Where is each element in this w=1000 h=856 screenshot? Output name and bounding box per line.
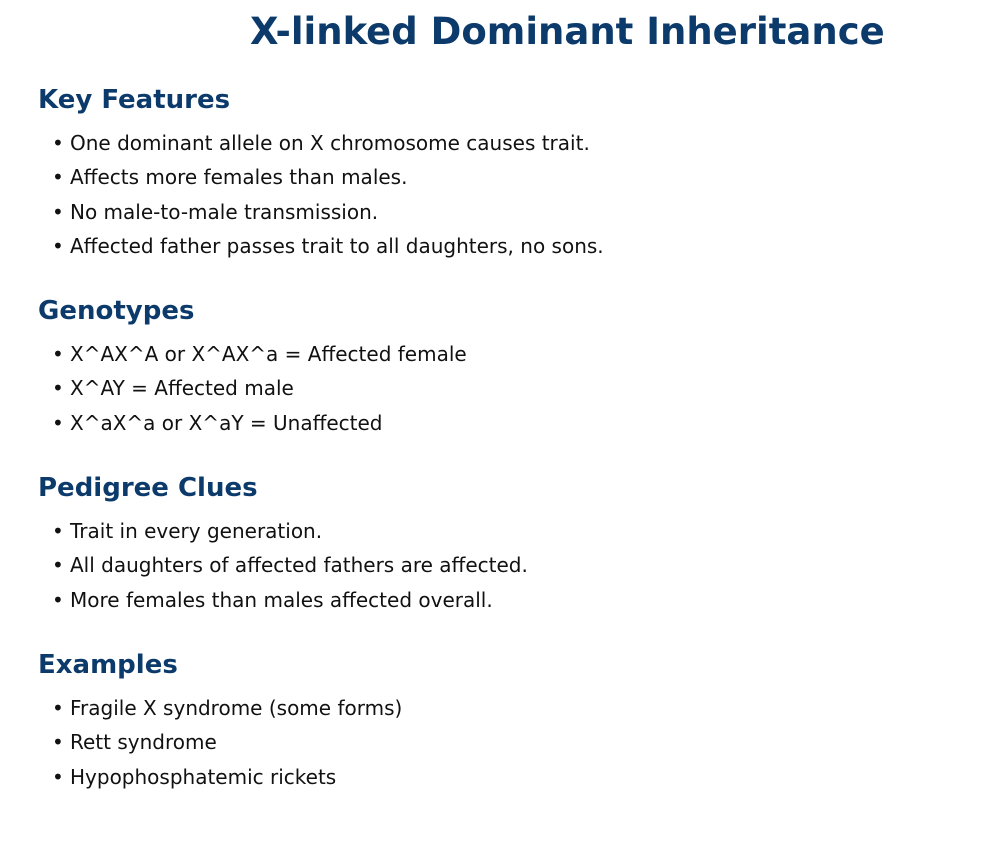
section-heading: Pedigree Clues bbox=[38, 473, 258, 504]
bullet-list bbox=[38, 337, 978, 440]
section-pedigree-clues bbox=[38, 468, 978, 617]
section-examples bbox=[38, 645, 978, 794]
bullet-list bbox=[38, 514, 978, 617]
list-item: • All daughters of affected fathers are affected. bbox=[52, 548, 978, 582]
list-item: • Fragile X syndrome (some forms) bbox=[52, 691, 978, 725]
list-item: • X^aX^a or X^aY = Unaffected bbox=[52, 406, 978, 440]
list-item: • Trait in every generation. bbox=[52, 514, 978, 548]
list-item: • Hypophosphatemic rickets bbox=[52, 760, 978, 794]
section-key-features bbox=[38, 80, 978, 263]
bullet-list bbox=[38, 126, 978, 263]
list-item: • Affects more females than males. bbox=[52, 160, 978, 194]
list-item: • One dominant allele on X chromosome causes trait. bbox=[52, 126, 978, 160]
list-item: • More females than males affected overall. bbox=[52, 583, 978, 617]
list-item: • X^AY = Affected male bbox=[52, 371, 978, 405]
section-genotypes bbox=[38, 291, 978, 440]
list-item: • X^AX^A or X^AX^a = Affected female bbox=[52, 337, 978, 371]
list-item: • No male-to-male transmission. bbox=[52, 195, 978, 229]
section-heading: Examples bbox=[38, 649, 178, 680]
bullet-list bbox=[38, 691, 978, 794]
list-item: • Affected father passes trait to all daughters, no sons. bbox=[52, 229, 978, 263]
page-title: X-linked Dominant Inheritance bbox=[250, 10, 885, 53]
list-item: • Rett syndrome bbox=[52, 725, 978, 759]
section-heading: Key Features bbox=[38, 85, 231, 115]
section-heading: Genotypes bbox=[38, 296, 195, 327]
document-body bbox=[38, 80, 978, 822]
